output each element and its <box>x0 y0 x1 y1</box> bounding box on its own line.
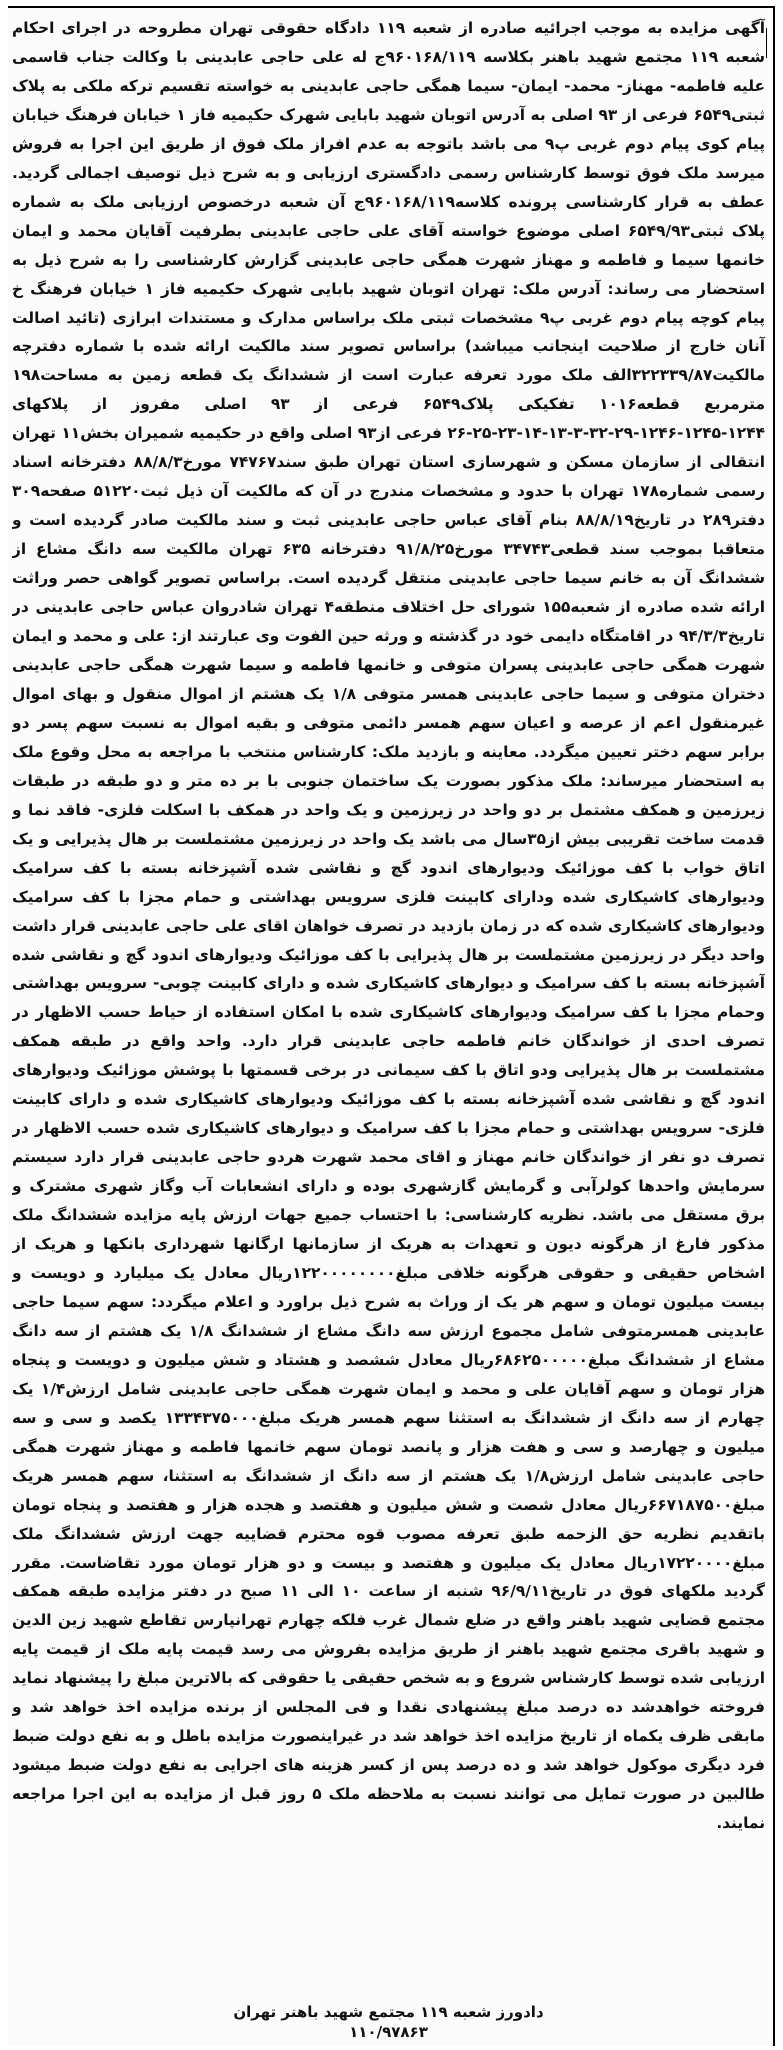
notice-text: آگهی مزایده به موجب اجرائیه صادره از شعبه ۱۱۹ دادگاه حقوقی تهران مطروحه در اجرای احکام شعبه ۱۱۹ مجتمع شهید باهنر بکلاسه ۹۶۰۱۶۸/۱۱۹ج له علی حاجی عابدینی با وکالت جناب قاسمی علیه فاطمه- مهناز- محمد- ایمان- سیما همگی حاجی عابدینی به خواسته تقسیم ترکه ملکی به پلاک ثبتی۶۵۴۹ فرعی از ۹۳ اصلی به آدرس اتوبان شهید بابایی شهرک حکیمیه فاز ۱ خیابان فرهنگ خیابان پیام کوی پیام دوم غربی پ۹ می باشد باتوجه به عدم افراز ملک فوق از طریق این اجرا به فروش میرسد ملک فوق توسط کارشناس رسمی دادگستری ارزیابی و به شرح ذیل توصیف اجمالی گردید. عطف به قرار کارشناسی پرونده کلاسه۹۶۰۱۶۸/۱۱۹ج آن شعبه درخصوص ارزیابی ملک به شماره پلاک ثبتی۶۵۴۹/۹۳ اصلی موضوع خواسته آقای علی حاجی عابدینی بطرفیت آقایان محمد و ایمان خانمها سیما و فاطمه و مهناز شهرت همگی حاجی عابدینی گزارش کارشناسی را به شرح ذیل به استحضار می رساند: آدرس ملک: تهران اتوبان شهید بابایی شهرک حکیمیه فاز ۱ خیابان فرهنگ خ پیام کوچه پیام دوم غربی پ۹ مشخصات ثبتی ملک براساس مدارک و مستندات ابرازی (تائید اصالت آنان خارج از صلاحیت اینجانب میباشد) براساس تصویر سند مالکیت ارائه شده با شماره دفترچه مالکیت۳۲۲۳۳۹/۸۷الف ملک مورد تعرفه عبارت است از ششدانگ یک قطعه زمین به مساحت۱۹۸ مترمربع قطعه۱۰۱۶ تفکیکی پلاک۶۵۴۹ فرعی از ۹۳ اصلی مفروز از پلاکهای ۱۲۴۴-۱۲۴۵-۱۲۴۶-۲۹-۳۲-۳-۱۳-۱۴-۲۳-۲۵-۲۶ فرعی از۹۳ اصلی واقع در حکیمیه شمیران بخش۱۱ تهران انتقالی از سازمان مسکن و شهرسازی استان تهران طبق سند۷۴۷۶۷ مورخ۸۸/۸/۳ دفترخانه اسناد رسمی شماره۱۷۸ تهران با حدود و مشخصات مندرج در آن که مالکیت آن ذیل ثبت۵۱۲۲۰ صفحه۳۰۹ دفتر۲۸۹ در تاریخ۸۸/۸/۱۹ بنام آقای عباس حاجی عابدینی ثبت و سند مالکیت صادر گردیده است و متعاقبا بموجب سند قطعی۳۴۷۴۳ مورخ۹۱/۸/۲۵ دفترخانه ۶۳۵ تهران مالکیت سه دانگ مشاع از ششدانگ آن به خانم سیما حاجی عابدینی منتقل گردیده است. براساس تصویر گواهی حصر وراثت ارائه شده صادره از شعبه۱۵۵ شورای حل اختلاف منطقه۴ تهران شادروان عباس حاجی عابدینی در تاریخ۹۴/۳/۳ در اقامتگاه دایمی خود در گذشته و ورثه حین الفوت وی عبارتند از: علی و محمد و ایمان شهرت همگی حاجی عابدینی پسران متوفی و خانمها فاطمه و سیما شهرت همگی حاجی عابدینی دختران متوفی و سیما حاجی عابدینی همسر متوفی ۱/۸ یک هشتم از اموال منقول و بهای اموال غیرمنقول اعم از عرصه و اعیان سهم همسر دائمی متوفی و بقیه اموال به نسبت سهم پسر دو برابر سهم دختر تعیین میگردد. معاینه و بازدید ملک: کارشناس منتخب با مراجعه به محل وقوع ملک به استحضار میرساند: ملک مذکور بصورت یک ساختمان جنوبی با بر ده متر و دو طبقه در طبقات زیرزمین و همکف مشتمل بر دو واحد در زیرزمین و یک واحد در همکف با اسکلت فلزی- فاقد نما و قدمت ساخت تقریبی بیش از۳۵سال می باشد یک واحد در زیرزمین مشتملست بر هال پذیرایی و یک اتاق خواب با کف موزائیک ودیوارهای اندود گچ و نقاشی شده آشپزخانه بسته با کف سرامیک ودیوارهای کاشیکاری شده ودارای کابینت فلزی سرویس بهداشتی و حمام مجزا با کف سرامیک ودیوارهای کاشیکاری شده که در زمان بازدید در تصرف خواهان اقای علی حاجی عابدینی قرار داشت واحد دیگر در زیرزمین مشتملست بر هال پذیرایی با کف موزائیک ودیوارهای اندود گچ و نقاشی شده آشپزخانه بسته با کف سرامیک و دیوارهای کاشیکاری شده و دارای کابینت چوبی- سرویس بهداشتی وحمام مجزا با کف سرامیک ودیوارهای کاشیکاری شده با امکان استفاده از حیاط حسب الاظهار در تصرف احدی از خواندگان خانم فاطمه حاجی عابدینی قرار دارد. واحد واقع در طبقه همکف مشتملست بر هال پذیرایی ودو اتاق با کف سیمانی در برخی قسمتها با پوشش موزائیک ودیوارهای اندود گچ و نقاشی شده آشپزخانه بسته با کف موزائیک ودیوارهای کاشیکاری شده و دارای کابینت فلزی- سرویس بهداشتی و حمام مجزا با کف سرامیک و دیوارهای کاشیکاری شده حسب الاظهار در تصرف دو نفر از خواندگان خانم مهناز و اقای محمد شهرت هردو حاجی عابدینی قرار دارد سیستم سرمایش واحدها کولرآبی و گرمایش گازشهری بوده و دارای انشعابات آب وگاز شهری مشترک و برق مستقل می باشد. نظریه کارشناسی: با احتساب جمیع جهات ارزش پایه مزایده ششدانگ ملک مذکور فارغ از هرگونه دیون و تعهدات به هریک از سازمانها ارگانها شهرداری بانکها و هریک از اشخاص حقیقی و حقوقی هرگونه خلافی مبلغ۱۲۲۰۰۰۰۰۰۰۰ریال معادل یک میلیارد و دویست و بیست میلیون تومان و سهم هر یک از وراث به شرح ذیل براورد و اعلام میگردد: سهم سیما حاجی عابدینی همسرمتوفی شامل مجموع ارزش سه دانگ مشاع از ششدانگ ۱/۸ یک هشتم از سه دانگ مشاع از ششدانگ مبلغ۶۸۶۲۵۰۰۰۰۰ریال معادل ششصد و هشتاد و شش میلیون و دویست و پنجاه هزار تومان و سهم آقایان علی و محمد و ایمان شهرت همگی حاجی عابدینی شامل ارزش۱/۴ یک چهارم از سه دانگ از ششدانگ به استثنا سهم همسر هریک مبلغ۱۳۳۴۳۷۵۰۰۰ یکصد و سی و سه میلیون و چهارصد و سی و هفت هزار و پانصد تومان سهم خانمها فاطمه و مهناز شهرت همگی حاجی عابدینی شامل ارزش۱/۸ یک هشتم از سه دانگ از ششدانگ به استثنا، سهم همسر هریک مبلغ۶۶۷۱۸۷۵۰۰ریال معادل شصت و شش میلیون و هفتصد و هجده هزار و هفتصد و پنجاه تومان باتقدیم نظریه حق الزحمه طبق تعرفه مصوب قوه محترم قضاییه جهت ارزش ششدانگ ملک مبلغ۱۷۲۲۰۰۰۰ریال معادل یک میلیون و هفتصد و بیست و دو هزار تومان مورد تقاضاست. مقرر گردید ملکهای فوق در تاریخ۹۶/۹/۱۱ شنبه از ساعت ۱۰ الی ۱۱ صبح در دفتر مزایده طبقه همکف مجتمع قضایی شهید باهنر واقع در ضلع شمال غرب فلکه چهارم تهرانپارس تقاطع شهید زین الدین و شهید باقری مجتمع شهید باهنر از طریق مزایده بفروش می رسد قیمت پایه ملک از قیمت پایه ارزیابی شده توسط کارشناس شروع و به شخص حقیقی یا حقوقی که بالاترین مبلغ را پیشنهاد نماید فروخته خواهدشد ده درصد مبلغ پیشنهادی نقدا و فی المجلس از برنده مزایده اخذ خواهد شد و مابقی ظرف یکماه از تاریخ مزایده اخذ خواهد شد در غیراینصورت مزایده باطل و به نفع دولت ضبط فرد دیگری موکول خواهد شد و ده درصد پس از کسر هزینه های اجرایی به نفع دولت ضبط میشود طالبین در صورت تمایل می توانند نسبت به ملاحظه ملک ۵ روز قبل از مزایده به این اجرا مراجعه نمایند. <box>12 19 765 1833</box>
notice-footer <box>12 2002 765 2042</box>
notice-body <box>12 14 765 2002</box>
notice-code: ۱۱۰/۹۷۸۶۳ <box>349 2023 428 2041</box>
page-edge <box>766 28 773 58</box>
signature-office: دادورز شعبه ۱۱۹ مجتمع شهید باهنر تهران <box>233 2003 544 2021</box>
auction-notice <box>8 6 775 2046</box>
